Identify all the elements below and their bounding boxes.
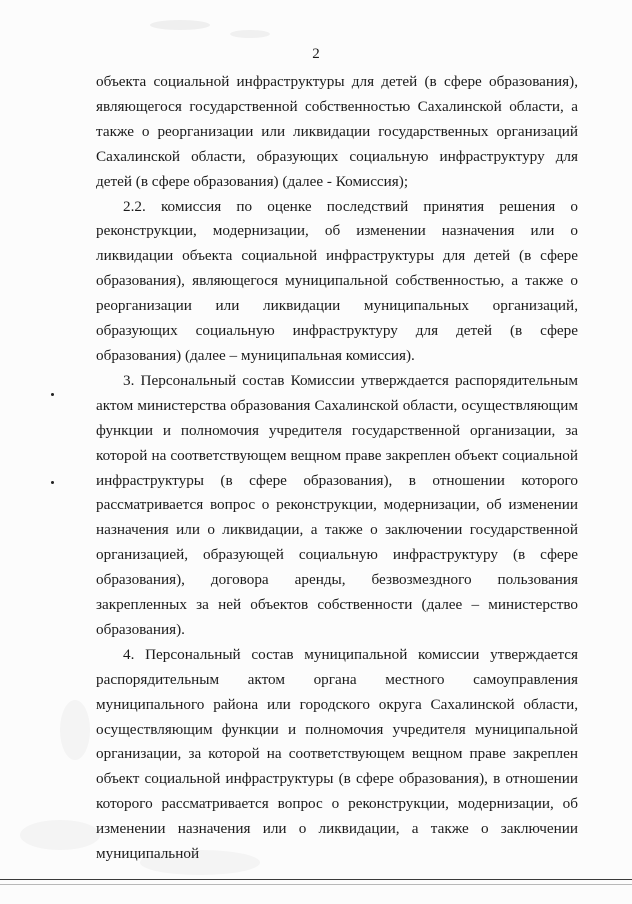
scan-edge-line bbox=[0, 879, 632, 880]
paragraph-3: 3. Персональный состав Комиссии утверждается распорядительным актом министерства образования Сахалинской области, осуществляющим функции и полномочия учредителя государственной организации, за которой на соответствующем вещном праве закреплен объект социальной инфраструктуры (в сфере образования), в отношении которого рассматривается вопрос о реконструкции, модернизации, об изменении назначения или о ликвидации, а также о заключении государственной организацией, образующей социальную инфраструктуру (в сфере образования), договора аренды, безвозмездного пользования закрепленных за ней объектов собственности (далее – министерство образования). bbox=[96, 371, 578, 638]
scan-mark bbox=[51, 481, 54, 484]
paragraph-2-2: 2.2. комиссия по оценке последствий принятия решения о реконструкции, модернизации, об изменении назначения или о ликвидации объекта социальной инфраструктуры для детей (в сфере образования), являющегося муниципальной собственностью, а также о реорганизации или ликвидации муниципальных организаций, образующих социальную инфраструктуру для детей (в сфере образования) (далее – муниципальная комиссия). bbox=[96, 197, 578, 364]
scan-edge-line bbox=[0, 884, 632, 885]
page-number: 2 bbox=[312, 46, 320, 62]
scan-speckle bbox=[60, 700, 90, 760]
paragraph-4: 4. Персональный состав муниципальной комиссии утверждается распорядительным актом органа местного самоуправления муниципального района или городского округа Сахалинской области, осуществляющим функции и полномочия учредителя муниципальной организации, за которой на соответствующем вещном праве закреплен объект социальной инфраструктуры (в сфере образования), в отношении которого рассматривается вопрос о реконструкции, модернизации, об изменении назначения или о ликвидации, а также о заключении муниципальной bbox=[96, 645, 578, 863]
scan-speckle bbox=[150, 20, 210, 30]
scan-speckle bbox=[140, 850, 260, 875]
scan-speckle bbox=[230, 30, 270, 38]
paragraph-continuation: объекта социальной инфраструктуры для детей (в сфере образования), являющегося государственной собственностью Сахалинской области, а также о реорганизации или ликвидации государственных организаций Сахалинской области, образующих социальную инфраструктуру для детей (в сфере образования) (далее - Комиссия); bbox=[96, 73, 578, 190]
scan-mark bbox=[51, 393, 54, 396]
document-body bbox=[96, 70, 578, 867]
scan-speckle bbox=[20, 820, 100, 850]
